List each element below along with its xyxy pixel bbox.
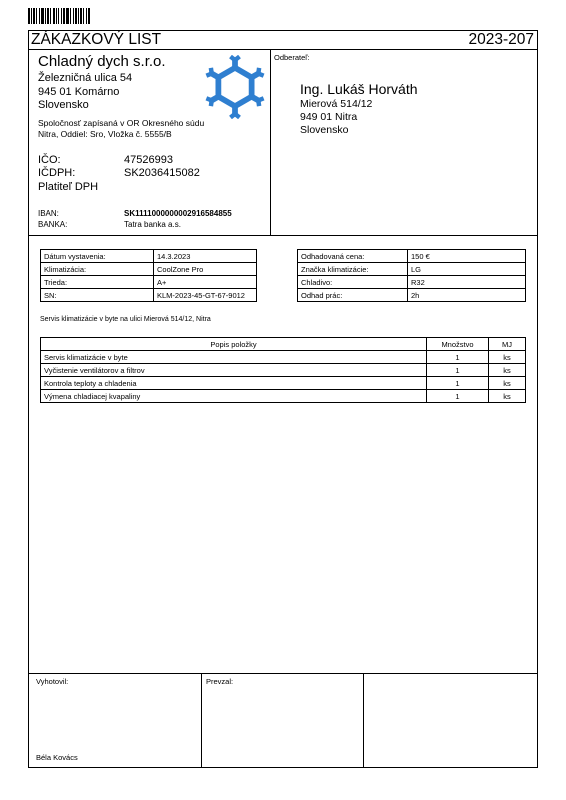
item-description: Kontrola teploty a chladenia	[41, 377, 427, 390]
supplier-street: Železničná ulica 54	[38, 72, 133, 84]
icdph-value: SK2036415082	[124, 167, 200, 179]
header-divider	[270, 49, 271, 235]
supplier-name: Chladný dych s.r.o.	[38, 53, 166, 70]
supplier-city: 945 01 Komárno	[38, 86, 120, 98]
items-table	[40, 337, 526, 403]
table-row	[298, 263, 526, 276]
order-description: Servis klimatizácie v byte na ulici Mierová 514/12, Nitra	[40, 316, 211, 323]
document-number: 2023-207	[468, 31, 534, 48]
footer-rule	[29, 673, 537, 674]
work-order-document	[28, 30, 538, 768]
customer-country: Slovensko	[300, 124, 349, 136]
customer-street: Mierová 514/12	[300, 98, 373, 110]
table-row	[41, 390, 526, 403]
ico-label: IČO:	[38, 154, 61, 166]
bank-label: BANKA:	[38, 220, 68, 229]
item-unit: ks	[489, 364, 526, 377]
table-row	[41, 364, 526, 377]
table-row	[298, 289, 526, 302]
table-row	[41, 377, 526, 390]
table-row	[41, 351, 526, 364]
info-label: Klimatizácia:	[41, 263, 154, 276]
item-description: Výmena chladiacej kvapaliny	[41, 390, 427, 403]
info-value: 2h	[408, 289, 526, 302]
header-bottom-rule	[29, 235, 537, 236]
info-label: SN:	[41, 289, 154, 302]
info-value: A+	[154, 276, 257, 289]
table-row	[41, 276, 257, 289]
iban-value: SK1111000000002916584855	[124, 209, 232, 218]
customer-city: 949 01 Nitra	[300, 111, 358, 123]
info-label: Značka klimatizácie:	[298, 263, 408, 276]
col-header-description: Popis položky	[41, 338, 427, 351]
made-by-name: Béla Kovács	[36, 753, 78, 762]
table-row	[298, 250, 526, 263]
estimate-info-table	[297, 249, 526, 302]
col-header-unit: MJ	[489, 338, 526, 351]
item-description: Servis klimatizácie v byte	[41, 351, 427, 364]
received-by-label: Prevzal:	[206, 677, 234, 686]
footer-divider	[201, 673, 202, 767]
iban-label: IBAN:	[38, 209, 59, 218]
info-value: LG	[408, 263, 526, 276]
ico-value: 47526993	[124, 154, 173, 166]
customer-label: Odberateľ:	[274, 53, 310, 62]
item-unit: ks	[489, 377, 526, 390]
icdph-label: IČDPH:	[38, 167, 76, 179]
item-quantity: 1	[427, 364, 489, 377]
info-label: Odhadovaná cena:	[298, 250, 408, 263]
info-label: Dátum vystavenia:	[41, 250, 154, 263]
item-quantity: 1	[427, 351, 489, 364]
item-description: Vyčistenie ventilátorov a filtrov	[41, 364, 427, 377]
info-value: CoolZone Pro	[154, 263, 257, 276]
vat-payer: Platiteľ DPH	[38, 181, 99, 193]
info-value: 14.3.2023	[154, 250, 257, 263]
info-label: Chladivo:	[298, 276, 408, 289]
made-by-label: Vyhotovil:	[36, 677, 69, 686]
table-header-row	[41, 338, 526, 351]
info-label: Trieda:	[41, 276, 154, 289]
info-value: 150 €	[408, 250, 526, 263]
col-header-quantity: Množstvo	[427, 338, 489, 351]
item-unit: ks	[489, 351, 526, 364]
title-row	[29, 31, 537, 50]
bank-value: Tatra banka a.s.	[124, 220, 181, 229]
item-unit: ks	[489, 390, 526, 403]
supplier-country: Slovensko	[38, 99, 89, 111]
info-value: KLM-2023-45-GT-67-9012	[154, 289, 257, 302]
table-row	[41, 263, 257, 276]
customer-name: Ing. Lukáš Horváth	[300, 81, 418, 97]
item-quantity: 1	[427, 377, 489, 390]
order-info-table	[40, 249, 257, 302]
table-row	[41, 289, 257, 302]
footer-divider	[363, 673, 364, 767]
table-row	[41, 250, 257, 263]
table-row	[298, 276, 526, 289]
supplier-registration: Spoločnosť zapísaná v OR Okresného súdu Nitra, Oddiel: Sro, Vložka č. 5555/B	[38, 118, 205, 139]
barcode	[28, 8, 120, 24]
info-value: R32	[408, 276, 526, 289]
document-title: ZÁKAZKOVÝ LIST	[31, 31, 162, 48]
snowflake-icon	[203, 55, 267, 119]
item-quantity: 1	[427, 390, 489, 403]
info-label: Odhad prác:	[298, 289, 408, 302]
